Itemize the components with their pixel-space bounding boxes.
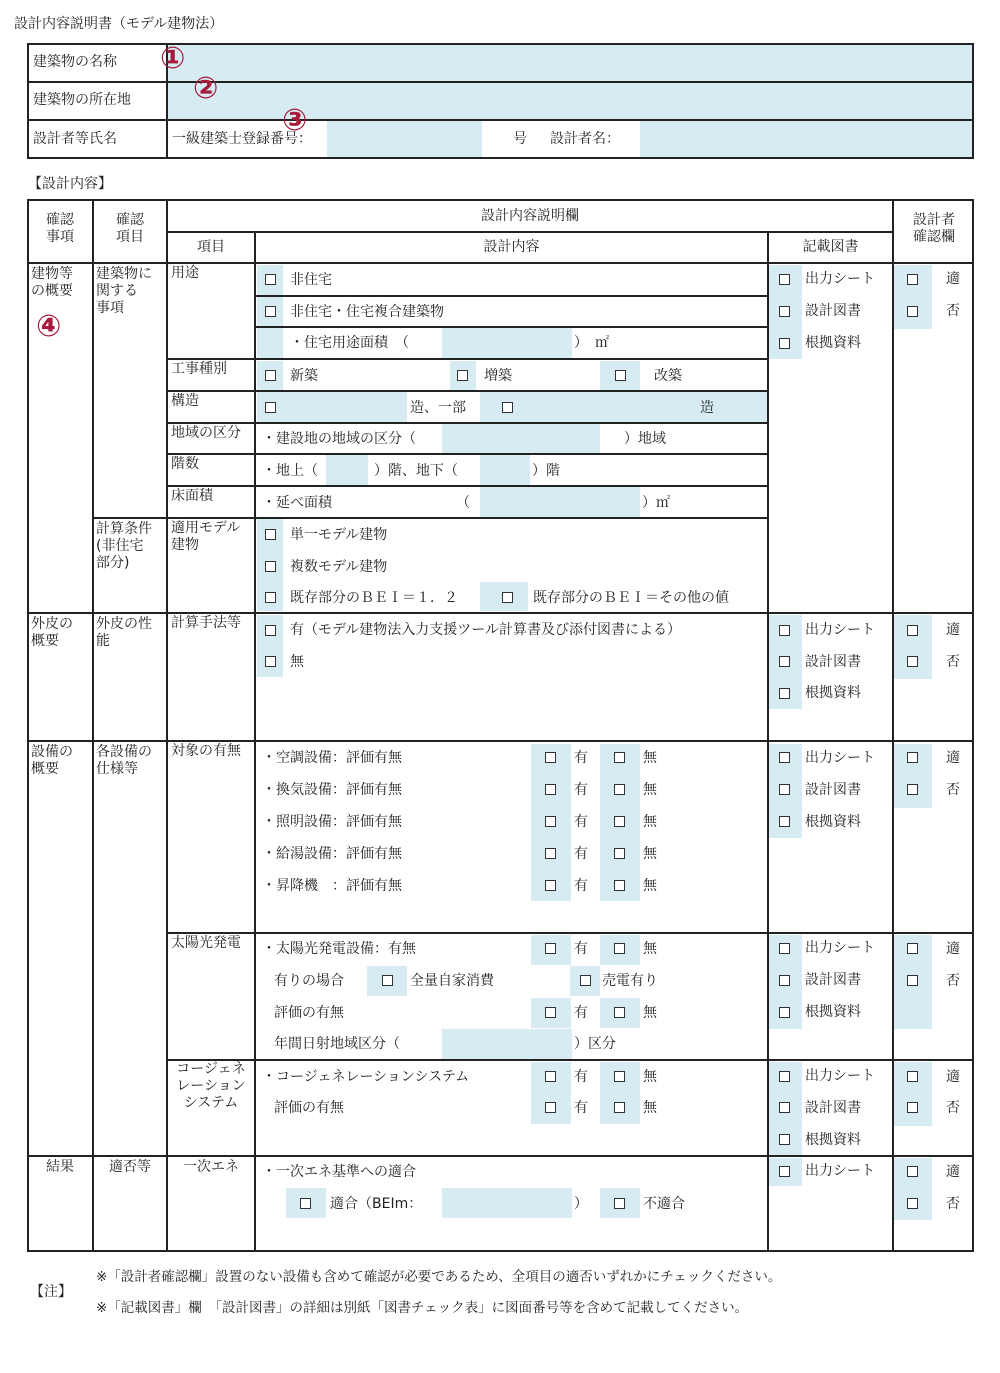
note-1: ※「設計者確認欄」設置のない設備も含めて確認が必要であるため、全項目の適否いずれかにチェックください。: [96, 1269, 782, 1285]
floors-label: 階数: [171, 456, 199, 472]
hvac-no: 無: [643, 750, 657, 766]
target-label: 対象の有無: [171, 743, 241, 759]
checkbox-cogen-pass[interactable]: [907, 1071, 918, 1082]
checkbox-overview-basis[interactable]: [779, 338, 790, 349]
header-documents: 記載図書: [802, 239, 859, 255]
cogen-no: 無: [643, 1069, 657, 1085]
model-opt-single: 単一モデル建物: [290, 527, 388, 543]
overview-doc-basis: 根拠資料: [805, 335, 861, 351]
checkbox-overview-pass[interactable]: [907, 274, 918, 285]
header-design-description: 設計内容説明欄: [481, 208, 579, 224]
header-design-content: 設計内容: [483, 239, 540, 255]
work-opt-extension: 増築: [484, 368, 512, 384]
model-opt-multiple: 複数モデル建物: [290, 559, 388, 575]
checkbox-solar-output[interactable]: [779, 943, 790, 954]
overview-pass: 適: [946, 271, 960, 287]
note-2: ※「記載図書」欄 「設計図書」の詳細は別紙「図書チェック表」に図面番号等を含めて記載してください。: [96, 1300, 749, 1316]
checkbox-elevator-no[interactable]: [614, 880, 625, 891]
checkbox-single-model[interactable]: [265, 529, 276, 540]
floors-mid: ）階、地下（: [374, 463, 458, 479]
solar-no: 無: [643, 941, 657, 957]
result-fail: 不適合: [643, 1196, 685, 1212]
use-label: 用途: [171, 265, 199, 281]
light-yes: 有: [574, 814, 588, 830]
marker-2: ②: [193, 71, 219, 106]
solar-pass: 適: [946, 941, 960, 957]
marker-3: ③: [282, 103, 308, 138]
cogen-row1: ・コージェネレーションシステム: [262, 1069, 470, 1085]
solar-doc-design: 設計図書: [805, 972, 861, 988]
checkbox-result-output[interactable]: [779, 1166, 790, 1177]
overview-fail: 否: [946, 303, 960, 319]
calc-method-label: 計算手法等: [171, 615, 241, 631]
model-opt-bei-1-2: 既存部分のＢＥＩ＝１．２: [290, 590, 458, 606]
light-no: 無: [643, 814, 657, 830]
checkbox-solar-no[interactable]: [614, 943, 625, 954]
designer-name-label: 設計者名：: [550, 131, 620, 147]
header-item: 項目: [197, 239, 225, 255]
cogen-yes: 有: [574, 1069, 588, 1085]
floor-area-end: ）㎡: [642, 495, 670, 511]
marker-4: ④: [36, 309, 62, 344]
overview-label: 建物等 の概要: [31, 266, 73, 299]
floor-area-label: 床面積: [171, 488, 213, 504]
envelope-opt-yes: 有（モデル建物法入力支援ツール計算書及び添付図書による）: [290, 622, 682, 638]
residential-area-unit: ） ㎡: [574, 335, 609, 351]
overview-doc-output: 出力シート: [805, 271, 875, 287]
checkbox-hvac-yes[interactable]: [545, 752, 556, 763]
solar-yes: 有: [574, 941, 588, 957]
equip-doc-design: 設計図書: [805, 782, 861, 798]
section-label: 【設計内容】: [28, 176, 112, 192]
equipment-label: 設備の 概要: [31, 744, 73, 777]
floors-above: ・地上（: [262, 463, 318, 479]
equip-row-elevator: ・昇降機 ：評価有無: [262, 878, 402, 894]
overview-doc-design: 設計図書: [805, 303, 861, 319]
checkbox-equip-basis[interactable]: [779, 816, 790, 827]
solar-row4: 年間日射地域区分（: [274, 1036, 400, 1052]
vent-yes: 有: [574, 782, 588, 798]
checkbox-solar-eval-no[interactable]: [614, 1007, 625, 1018]
checkbox-equip-design[interactable]: [779, 784, 790, 795]
result-confirm-fail: 否: [946, 1196, 960, 1212]
checkbox-result-pass-confirm[interactable]: [907, 1166, 918, 1177]
checkbox-envelope-basis[interactable]: [779, 688, 790, 699]
checkbox-cogen-basis[interactable]: [779, 1134, 790, 1145]
primary-energy-label: 一次エネ: [183, 1159, 239, 1175]
checkbox-structure-main[interactable]: [265, 402, 276, 413]
checkbox-hotwater-yes[interactable]: [545, 848, 556, 859]
structure-mid: 造、一部: [410, 400, 466, 416]
header-confirm-item: 確認 項目: [116, 212, 144, 245]
marker-1: ①: [160, 41, 186, 76]
checkbox-extension[interactable]: [457, 370, 468, 381]
checkbox-new[interactable]: [265, 370, 276, 381]
cogen-row2: 評価の有無: [274, 1100, 344, 1116]
zone-label: 地域の区分: [171, 425, 241, 441]
solar-row3: 評価の有無: [274, 1005, 344, 1021]
checkbox-overview-output[interactable]: [779, 274, 790, 285]
envelope-fail: 否: [946, 654, 960, 670]
work-opt-new: 新築: [290, 368, 318, 384]
checkbox-overview-fail[interactable]: [907, 306, 918, 317]
designer-label: 設計者等氏名: [33, 131, 117, 147]
checkbox-light-no[interactable]: [614, 816, 625, 827]
floor-area-paren: （: [456, 495, 470, 511]
checkbox-solar-yes[interactable]: [545, 943, 556, 954]
checkbox-cogen-no[interactable]: [614, 1071, 625, 1082]
model-label: 適用モデル 建物: [171, 520, 241, 553]
cogen-eval-no: 無: [643, 1100, 657, 1116]
residential-area-label: ・住宅用途面積 （: [290, 335, 409, 351]
envelope-opt-no: 無: [290, 654, 304, 670]
checkbox-solar-sell[interactable]: [580, 975, 591, 986]
checkbox-structure-part[interactable]: [502, 402, 513, 413]
solar-eval-no: 無: [643, 1005, 657, 1021]
result-pass: 適合（BEIm：: [330, 1196, 423, 1212]
calc-conditions-label: 計算条件 (非住宅 部分): [96, 521, 152, 571]
solar-self: 全量自家消費: [410, 973, 494, 989]
checkbox-vent-yes[interactable]: [545, 784, 556, 795]
equip-doc-output: 出力シート: [805, 750, 875, 766]
checkbox-hotwater-no[interactable]: [614, 848, 625, 859]
checkbox-envelope-no[interactable]: [265, 656, 276, 667]
compliance-label: 適否等: [109, 1159, 151, 1175]
checkbox-non-residential[interactable]: [265, 274, 276, 285]
building-matters-label: 建築物に 関する 事項: [96, 266, 152, 316]
building-name-label: 建築物の名称: [33, 54, 117, 70]
hotwater-yes: 有: [574, 846, 588, 862]
checkbox-bei-other[interactable]: [502, 592, 513, 603]
result-doc-output: 出力シート: [805, 1163, 875, 1179]
checkbox-bei-1-2[interactable]: [265, 592, 276, 603]
equip-fail: 否: [946, 782, 960, 798]
checkbox-solar-self[interactable]: [382, 975, 393, 986]
checkbox-result-fail[interactable]: [614, 1198, 625, 1209]
result-pass-end: ）: [574, 1196, 588, 1212]
cogen-fail: 否: [946, 1100, 960, 1116]
equip-row-light: ・照明設備：評価有無: [262, 814, 402, 830]
elevator-yes: 有: [574, 878, 588, 894]
model-opt-bei-other: 既存部分のＢＥＩ＝その他の値: [533, 590, 729, 606]
checkbox-solar-design[interactable]: [779, 975, 790, 986]
hotwater-no: 無: [643, 846, 657, 862]
equipment-spec-label: 各設備の 仕様等: [96, 744, 152, 777]
use-opt-non-residential: 非住宅: [290, 272, 332, 288]
checkbox-envelope-design[interactable]: [779, 656, 790, 667]
elevator-no: 無: [643, 878, 657, 894]
equip-row-hotwater: ・給湯設備：評価有無: [262, 846, 402, 862]
checkbox-result-fail-confirm[interactable]: [907, 1198, 918, 1209]
checkbox-light-yes[interactable]: [545, 816, 556, 827]
checkbox-equip-pass[interactable]: [907, 752, 918, 763]
envelope-doc-design: 設計図書: [805, 654, 861, 670]
checkbox-cogen-yes[interactable]: [545, 1071, 556, 1082]
checkbox-renovation[interactable]: [615, 370, 626, 381]
cogen-doc-basis: 根拠資料: [805, 1132, 861, 1148]
envelope-performance-label: 外皮の性 能: [96, 616, 152, 649]
envelope-doc-basis: 根拠資料: [805, 685, 861, 701]
zone-end: ）地域: [624, 431, 666, 447]
solar-eval-yes: 有: [574, 1005, 588, 1021]
floors-end: ）階: [532, 463, 560, 479]
checkbox-solar-pass[interactable]: [907, 943, 918, 954]
checkbox-envelope-fail[interactable]: [907, 656, 918, 667]
notes-label: 【注】: [30, 1284, 72, 1300]
result-confirm-pass: 適: [946, 1164, 960, 1180]
envelope-pass: 適: [946, 622, 960, 638]
structure-end: 造: [700, 400, 714, 416]
cogen-pass: 適: [946, 1069, 960, 1085]
checkbox-mixed-use[interactable]: [265, 306, 276, 317]
header-designer-confirm: 設計者 確認欄: [913, 212, 955, 245]
document-title: 設計内容説明書（モデル建物法）: [14, 16, 224, 32]
checkbox-overview-design[interactable]: [779, 306, 790, 317]
envelope-doc-output: 出力シート: [805, 622, 875, 638]
cogen-doc-output: 出力シート: [805, 1068, 875, 1084]
header-confirm-matter: 確認 事項: [46, 212, 74, 245]
checkbox-envelope-output[interactable]: [779, 625, 790, 636]
registration-number-label: 一級建築士登録番号：: [172, 131, 312, 147]
checkbox-cogen-design[interactable]: [779, 1102, 790, 1113]
solar-label: 太陽光発電: [171, 935, 241, 951]
checkbox-cogen-output[interactable]: [779, 1071, 790, 1082]
equip-pass: 適: [946, 750, 960, 766]
checkbox-solar-eval-yes[interactable]: [545, 1007, 556, 1018]
checkbox-solar-basis[interactable]: [779, 1007, 790, 1018]
work-type-label: 工事種別: [171, 361, 227, 377]
result-row1: ・一次エネ基準への適合: [262, 1164, 416, 1180]
checkbox-envelope-pass[interactable]: [907, 625, 918, 636]
checkbox-elevator-yes[interactable]: [545, 880, 556, 891]
checkbox-result-pass[interactable]: [300, 1198, 311, 1209]
solar-doc-basis: 根拠資料: [805, 1004, 861, 1020]
use-opt-mixed: 非住宅・住宅複合建築物: [290, 304, 444, 320]
solar-row4-end: ）区分: [574, 1036, 616, 1052]
equip-row-vent: ・換気設備：評価有無: [262, 782, 402, 798]
checkbox-cogen-eval-no[interactable]: [614, 1102, 625, 1113]
solar-row2: 有りの場合: [274, 973, 344, 989]
floor-area-text: ・延べ面積: [262, 495, 332, 511]
equip-doc-basis: 根拠資料: [805, 814, 861, 830]
checkbox-equip-output[interactable]: [779, 752, 790, 763]
go-label: 号: [513, 131, 527, 147]
checkbox-envelope-yes[interactable]: [265, 625, 276, 636]
building-address-label: 建築物の所在地: [33, 92, 131, 108]
result-label: 結果: [46, 1159, 74, 1175]
cogen-label: コージェネ レーション システム: [176, 1061, 246, 1111]
structure-label: 構造: [171, 393, 199, 409]
solar-fail: 否: [946, 973, 960, 989]
work-opt-renovation: 改築: [654, 368, 682, 384]
cogen-doc-design: 設計図書: [805, 1100, 861, 1116]
checkbox-solar-fail[interactable]: [907, 975, 918, 986]
zone-text: ・建設地の地域の区分（: [262, 431, 416, 447]
cogen-eval-yes: 有: [574, 1100, 588, 1116]
checkbox-hvac-no[interactable]: [614, 752, 625, 763]
equip-row-hvac: ・空調設備：評価有無: [262, 750, 402, 766]
checkbox-cogen-fail[interactable]: [907, 1102, 918, 1113]
checkbox-cogen-eval-yes[interactable]: [545, 1102, 556, 1113]
solar-row1: ・太陽光発電設備：有無: [262, 941, 416, 957]
envelope-label: 外皮の 概要: [31, 616, 73, 649]
vent-no: 無: [643, 782, 657, 798]
checkbox-vent-no[interactable]: [614, 784, 625, 795]
solar-doc-output: 出力シート: [805, 940, 875, 956]
solar-sell: 売電有り: [602, 973, 658, 989]
checkbox-equip-fail[interactable]: [907, 784, 918, 795]
hvac-yes: 有: [574, 750, 588, 766]
checkbox-multiple-model[interactable]: [265, 561, 276, 572]
